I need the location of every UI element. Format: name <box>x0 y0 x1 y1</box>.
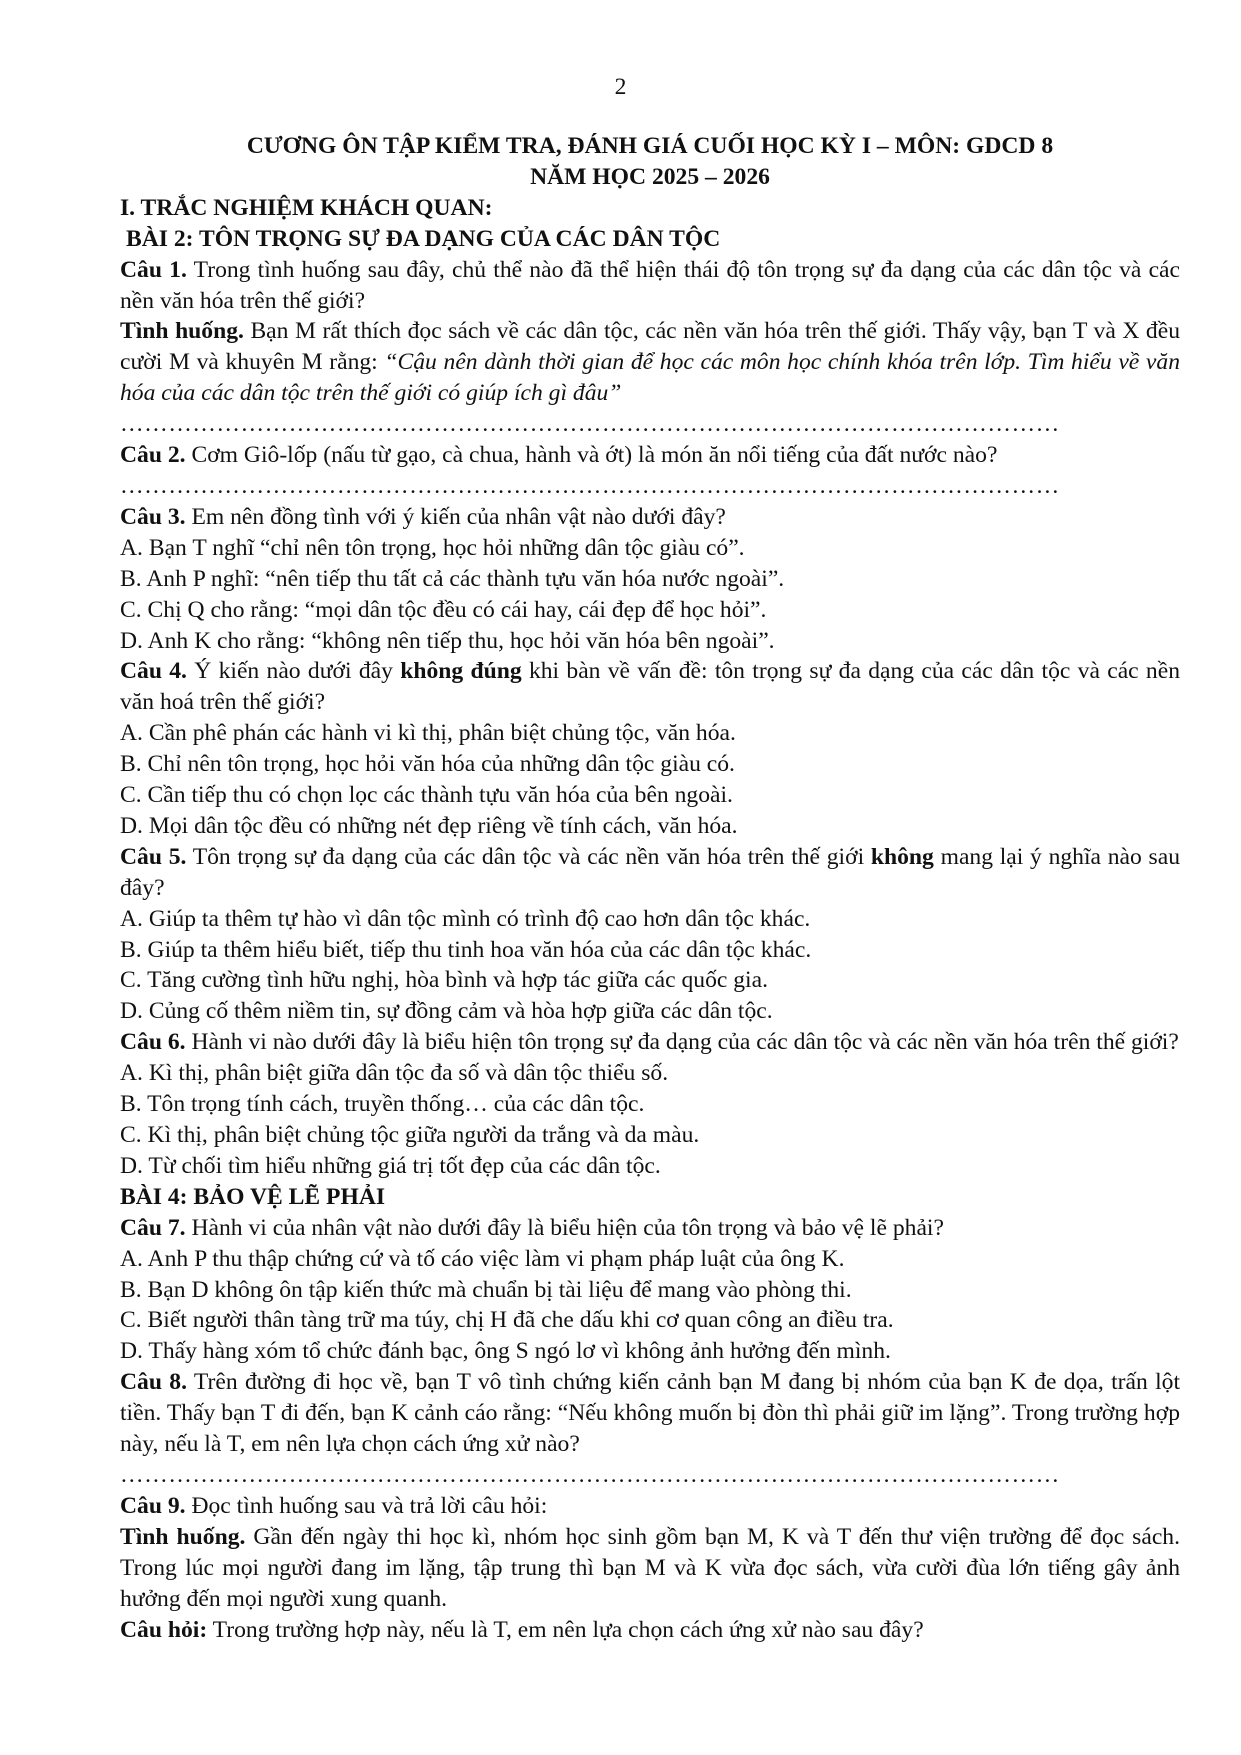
option-d: D. Thấy hàng xóm tổ chức đánh bạc, ông S ngó lơ vì không ảnh hưởng đến mình. <box>120 1338 891 1365</box>
question-text: Cơm Giô-lốp (nấu từ gạo, cà chua, hành và ớt) là món ăn nổi tiếng của đất nước nào? <box>185 442 998 469</box>
question-text: Ý kiến nào dưới đây <box>186 658 401 685</box>
question-label: Câu 3. <box>120 503 186 530</box>
question-1 <box>120 255 1180 317</box>
document-title: CƯƠNG ÔN TẬP KIỂM TRA, ĐÁNH GIÁ CUỐI HỌC KỲ I – MÔN: GDCD 8 <box>246 133 1054 159</box>
option-a: A. Anh P thu thập chứng cứ và tố cáo việc làm vi phạm pháp luật của ông K. <box>120 1245 845 1272</box>
option-b: B. Bạn D không ôn tập kiến thức mà chuẩn bị tài liệu để mang vào phòng thi. <box>120 1276 852 1303</box>
question-9 <box>120 1491 1180 1522</box>
question-4 <box>120 656 1180 718</box>
prompt-label: Câu hỏi: <box>120 1616 208 1643</box>
page-number: 2 <box>614 74 627 100</box>
option-b: B. Giúp ta thêm hiểu biết, tiếp thu tinh hoa văn hóa của các dân tộc khác. <box>120 936 812 963</box>
option-c: C. Tăng cường tình hữu nghị, hòa bình và hợp tác giữa các quốc gia. <box>120 967 768 994</box>
option-b: B. Chỉ nên tôn trọng, học hỏi văn hóa của những dân tộc giàu có. <box>120 751 735 778</box>
situation-text: Bạn M rất thích đọc sách về các dân tộc, các nền văn hóa trên thế giới. Thấy vậy, bạn T và X đều cười M và khuyên M rằng: <box>120 318 1180 376</box>
school-year: NĂM HỌC 2025 – 2026 <box>530 163 770 190</box>
answer-line: ……………………………………………………………………………………………………… <box>120 1461 1060 1488</box>
option-c: C. Biết người thân tàng trữ ma túy, chị H đã che dấu khi cơ quan công an điều tra. <box>120 1307 894 1334</box>
option-d: D. Mọi dân tộc đều có những nét đẹp riêng về tính cách, văn hóa. <box>120 812 738 839</box>
question-9-situation <box>120 1522 1180 1615</box>
option-a: A. Cần phê phán các hành vi kì thị, phân biệt chủng tộc, văn hóa. <box>120 720 736 747</box>
question-label: Câu 1. <box>120 256 187 283</box>
option-a: A. Bạn T nghĩ “chỉ nên tôn trọng, học hỏi những dân tộc giàu có”. <box>120 534 745 561</box>
question-5 <box>120 842 1180 904</box>
lesson-heading: BÀI 2: TÔN TRỌNG SỰ ĐA DẠNG CỦA CÁC DÂN TỘC <box>126 225 721 252</box>
question-text: Hành vi nào dưới đây là biểu hiện tôn trọng sự đa dạng của các dân tộc và các nền văn hóa trên thế giới? <box>185 1029 1179 1056</box>
question-text: mang lại ý nghĩa nào sau đây? <box>120 843 1180 901</box>
option-a: A. Giúp ta thêm tự hào vì dân tộc mình có trình độ cao hơn dân tộc khác. <box>120 905 811 932</box>
option-d: D. Từ chối tìm hiểu những giá trị tốt đẹp của các dân tộc. <box>120 1152 661 1179</box>
option-d: D. Anh K cho rằng: “không nên tiếp thu, học hỏi văn hóa bên ngoài”. <box>120 627 775 654</box>
question-text: Trong tình huống sau đây, chủ thể nào đã thể hiện thái độ tôn trọng sự đa dạng của các dân tộc và các nền văn hóa trên thế giới? <box>120 256 1180 314</box>
section-heading: I. TRẮC NGHIỆM KHÁCH QUAN: <box>120 194 493 221</box>
question-6 <box>120 1027 1180 1058</box>
option-b: B. Anh P nghĩ: “nên tiếp thu tất cả các thành tựu văn hóa nước ngoài”. <box>120 565 785 592</box>
document-body <box>120 131 1180 1645</box>
situation-quote: “Cậu nên dành thời gian để học các môn học chính khóa trên lớp. Tìm hiểu về văn hóa của các dân tộc trên thế giới có giúp ích gì đâu” <box>120 349 1180 407</box>
option-c: C. Cần tiếp thu có chọn lọc các thành tựu văn hóa của bên ngoài. <box>120 782 733 809</box>
option-d: D. Củng cố thêm niềm tin, sự đồng cảm và hòa hợp giữa các dân tộc. <box>120 998 773 1025</box>
question-emphasis: không <box>870 843 934 870</box>
question-emphasis: không đúng <box>400 658 522 685</box>
option-b: B. Tôn trọng tính cách, truyền thống… của các dân tộc. <box>120 1091 645 1118</box>
answer-line: ……………………………………………………………………………………………………… <box>120 472 1060 499</box>
question-8 <box>120 1367 1180 1460</box>
situation-label: Tình huống. <box>120 1523 246 1550</box>
answer-line: ……………………………………………………………………………………………………… <box>120 411 1060 438</box>
question-9-prompt <box>120 1615 1180 1646</box>
option-a: A. Kì thị, phân biệt giữa dân tộc đa số và dân tộc thiểu số. <box>120 1060 669 1087</box>
question-text: Em nên đồng tình với ý kiến của nhân vật nào dưới đây? <box>185 503 726 530</box>
question-1-situation <box>120 316 1180 409</box>
prompt-text: Trong trường hợp này, nếu là T, em nên lựa chọn cách ứng xử nào sau đây? <box>207 1616 924 1643</box>
question-label: Câu 8. <box>120 1369 187 1396</box>
question-7 <box>120 1213 1180 1244</box>
situation-text: Gần đến ngày thi học kì, nhóm học sinh gồm bạn M, K và T đến thư viện trường để đọc sách. Trong lúc mọi người đang im lặng, tập trung thì bạn M và K vừa đọc sách, vừa cười đùa lớn tiếng gây ảnh hưởng đến mọi người xung quanh. <box>120 1523 1181 1612</box>
question-label: Câu 5. <box>120 843 187 870</box>
question-label: Câu 4. <box>120 658 187 685</box>
situation-label: Tình huống. <box>120 318 244 345</box>
option-c: C. Kì thị, phân biệt chủng tộc giữa người da trắng và da màu. <box>120 1122 700 1148</box>
question-text: khi bàn về vấn đề: tôn trọng sự đa dạng của các dân tộc và các nền văn hoá trên thế giới? <box>120 658 1181 716</box>
option-c: C. Chị Q cho rằng: “mọi dân tộc đều có cái hay, cái đẹp để học hỏi”. <box>120 596 767 623</box>
question-label: Câu 7. <box>120 1214 186 1241</box>
question-label: Câu 2. <box>120 442 186 469</box>
question-label: Câu 9. <box>120 1492 186 1519</box>
question-text: Tôn trọng sự đa dạng của các dân tộc và các nền văn hóa trên thế giới <box>186 843 871 870</box>
lesson-heading: BÀI 4: BẢO VỆ LẼ PHẢI <box>120 1183 386 1210</box>
question-3 <box>120 502 1180 533</box>
question-label: Câu 6. <box>120 1029 186 1056</box>
question-text: Trên đường đi học về, bạn T vô tình chứng kiến cảnh bạn M đang bị nhóm của bạn K đe dọa, trấn lột tiền. Thấy bạn T đi đến, bạn K cảnh cáo rằng: “Nếu không muốn bị đòn thì phải giữ im lặng”. Trong trường hợp này, nếu là T, em nên lựa chọn cách ứng xử nào? <box>120 1369 1180 1458</box>
question-text: Đọc tình huống sau và trả lời câu hỏi: <box>185 1492 548 1519</box>
question-text: Hành vi của nhân vật nào dưới đây là biểu hiện của tôn trọng và bảo vệ lẽ phải? <box>185 1214 944 1241</box>
question-2 <box>120 440 1180 471</box>
